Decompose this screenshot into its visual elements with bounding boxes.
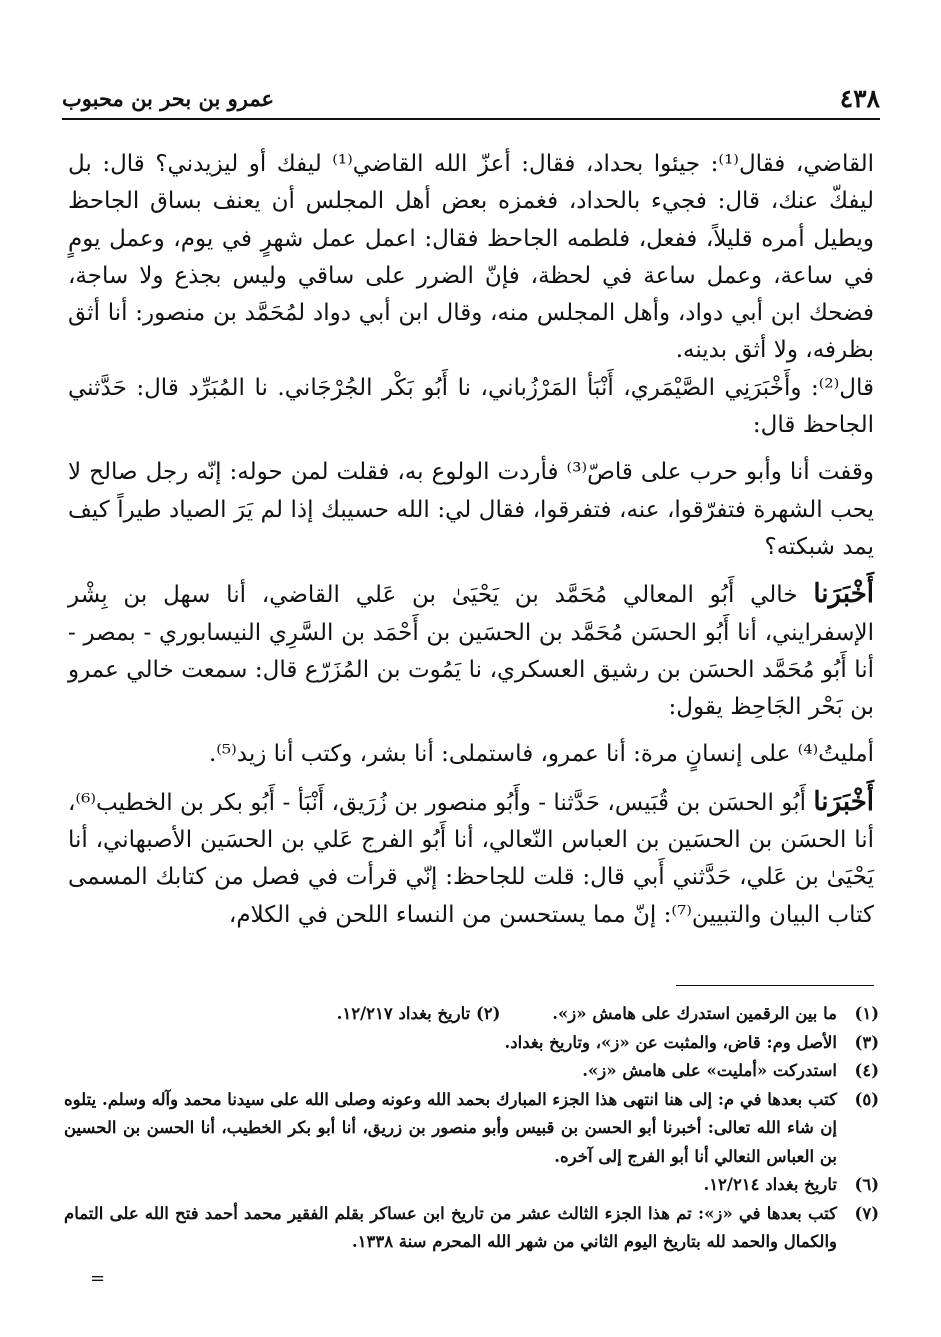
- footnote-number: (٥): [854, 1089, 879, 1109]
- footnote-text: كتب بعدها في «ز»: تم هذا الجزء الثالث عشر من تاريخ ابن عساكر بقلم الفقير محمد أحمد فتح الله على التمام والكمال والحمد لله بتاريخ اليوم الثاني من شهر الله المحرم سنة ١٣٣٨.: [64, 1203, 837, 1251]
- paragraph-4-text: خالي أَبُو المعالي مُحَمَّد بن يَحْيَىٰ بن عَلي القاضي، أنا سهل بن بِشْر الإسفرايني، أنا أَبُو الحسَن مُحَمَّد بن الحسَين بن أَحْمَد بن السَّرِي النيسابوري - بمصر - أنا أَبُو مُحَمَّد الحسَن بن رشيق العسكري، نا يَمُوت بن المُزَرّع قال: سمعت خالي عمرو بن بَحْر الجَاحِظ يقول:: [68, 582, 874, 721]
- main-text: [68, 146, 874, 934]
- akhbarana-lead: أَخْبَرَنا: [813, 579, 874, 610]
- paragraph-3: وقفت أنا وأبو حرب على قاصّ⁽³⁾ فأردت الولوع به، فقلت لمن حوله: إنّه رجل صالح لا يحب الشهرة فتفرّقوا، عنه، فتفرقوا، فقال لي: الله حسيبك إذا لم يَرَ الصياد طيراً كيف يمد شبكته؟: [68, 459, 875, 560]
- akhbarana-lead: أَخْبَرَنا: [813, 786, 874, 817]
- paragraph-6-text: أَبُو الحسَن بن قُبَيس، حَدَّثنا - وأَبُو منصور بن زُرَيق، أَنْبَأ - أَبُو بكر بن الخطيب⁽⁶⁾، أنا الحسَن بن الحسَين بن العباس النّعالي، أنا أَبُو الفرج عَلي بن الحسَين الأصبهاني، أنا يَحْيَىٰ بن عَلي، حَدَّثني أَبي قال: قلت للجاحظ: إنّي قرأت في فصل من كتابك المسمى كتاب البيان والتبيين⁽⁷⁾: إنّ مما يستحسن من النساء اللحن في الكلام،: [68, 789, 874, 928]
- footnote-divider: [676, 985, 874, 986]
- running-title: عمرو بن بحر بن محبوب: [62, 86, 275, 111]
- paragraph-6: [68, 784, 874, 934]
- page-header: [62, 82, 880, 120]
- footnote-text: تاريخ بغداد ١٢/٢١٤.: [703, 1175, 837, 1194]
- end-mark: =: [90, 1268, 106, 1289]
- footnote-1-2: [64, 1000, 879, 1029]
- footnote-text: كتب بعدها في م: إلى هنا انتهى هذا الجزء المبارك بحمد الله وعونه وصلى الله على سيدنا محمد وآله وسلم. يتلوه إن شاء الله تعالى: أخبرنا أبو الحسن بن قبيس وأبو منصور بن زريق، أنا أبو بكر الخطيب، أنا الحسن بن الحسين بن العباس النعالي أنا أبو الفرج إلى آخره.: [64, 1089, 837, 1166]
- paragraph-5: أمليتُ⁽⁴⁾ على إنسانٍ مرة: أنا عمرو، فاستملى: أنا بشر، وكتب أنا زيد⁽⁵⁾.: [208, 741, 874, 768]
- footnote-number: (١): [854, 1004, 879, 1023]
- footnote-number: (٧): [854, 1203, 879, 1223]
- footnote-text: الأصل وم: قاض، والمثبت عن «ز»، وتاريخ بغداد.: [504, 1032, 837, 1052]
- footnote-7: [64, 1200, 879, 1257]
- footnotes: [64, 1000, 879, 1257]
- footnote-number: (٤): [854, 1061, 879, 1080]
- footnote-5: [64, 1086, 879, 1172]
- footnote-4: [64, 1057, 879, 1086]
- footnote-6: [64, 1171, 879, 1200]
- paragraph-1: القاضي، فقال⁽¹⁾: جيئوا بحداد، فقال: أعزّ الله القاضي⁽¹⁾ ليفك أو ليزيدني؟ قال: بل ليفكّ عنك، قال: فجيء بالحداد، فغمزه بعض أهل المجلس أن يعنف بساق الجاحظ ويطيل أمره قليلاً، ففعل، فلطمه الجاحظ فقال: اعمل عمل شهرٍ في يوم، وعمل يومٍ في ساعة، وعمل ساعة في لحظة، فإنّ الضرر على ساقي وليس بجذع ولا ساجة، فضحك ابن أبي دواد، وأهل المجلس منه، وقال ابن أبي دواد لمُحَمَّد بن منصور: أنا أثق بظرفه، ولا أثق بدينه.: [68, 151, 875, 364]
- footnote-number: (٣): [854, 1032, 879, 1052]
- footnote-number: (٦): [854, 1175, 879, 1194]
- footnote-text: تاريخ بغداد ١٢/٢١٧.: [336, 1004, 471, 1023]
- footnote-3: [64, 1029, 879, 1058]
- page-number: ٤٣٨: [839, 84, 880, 113]
- paragraph-4: [68, 576, 874, 726]
- footnote-text: ما بين الرقمين استدرك على هامش «ز».: [552, 1004, 837, 1023]
- paragraph-2: قال⁽²⁾: وأَخْبَرَنِي الصَّيْمَري، أَنْبَأ المَرْزُباني، نا أَبُو بَكْر الجُرْجَاني. نا المُبَرِّد قال: حَدَّثني الجاحظ قال:: [68, 374, 874, 439]
- footnote-number: (٢): [475, 1004, 501, 1023]
- footnote-text: استدركت «أمليت» على هامش «ز».: [582, 1061, 837, 1080]
